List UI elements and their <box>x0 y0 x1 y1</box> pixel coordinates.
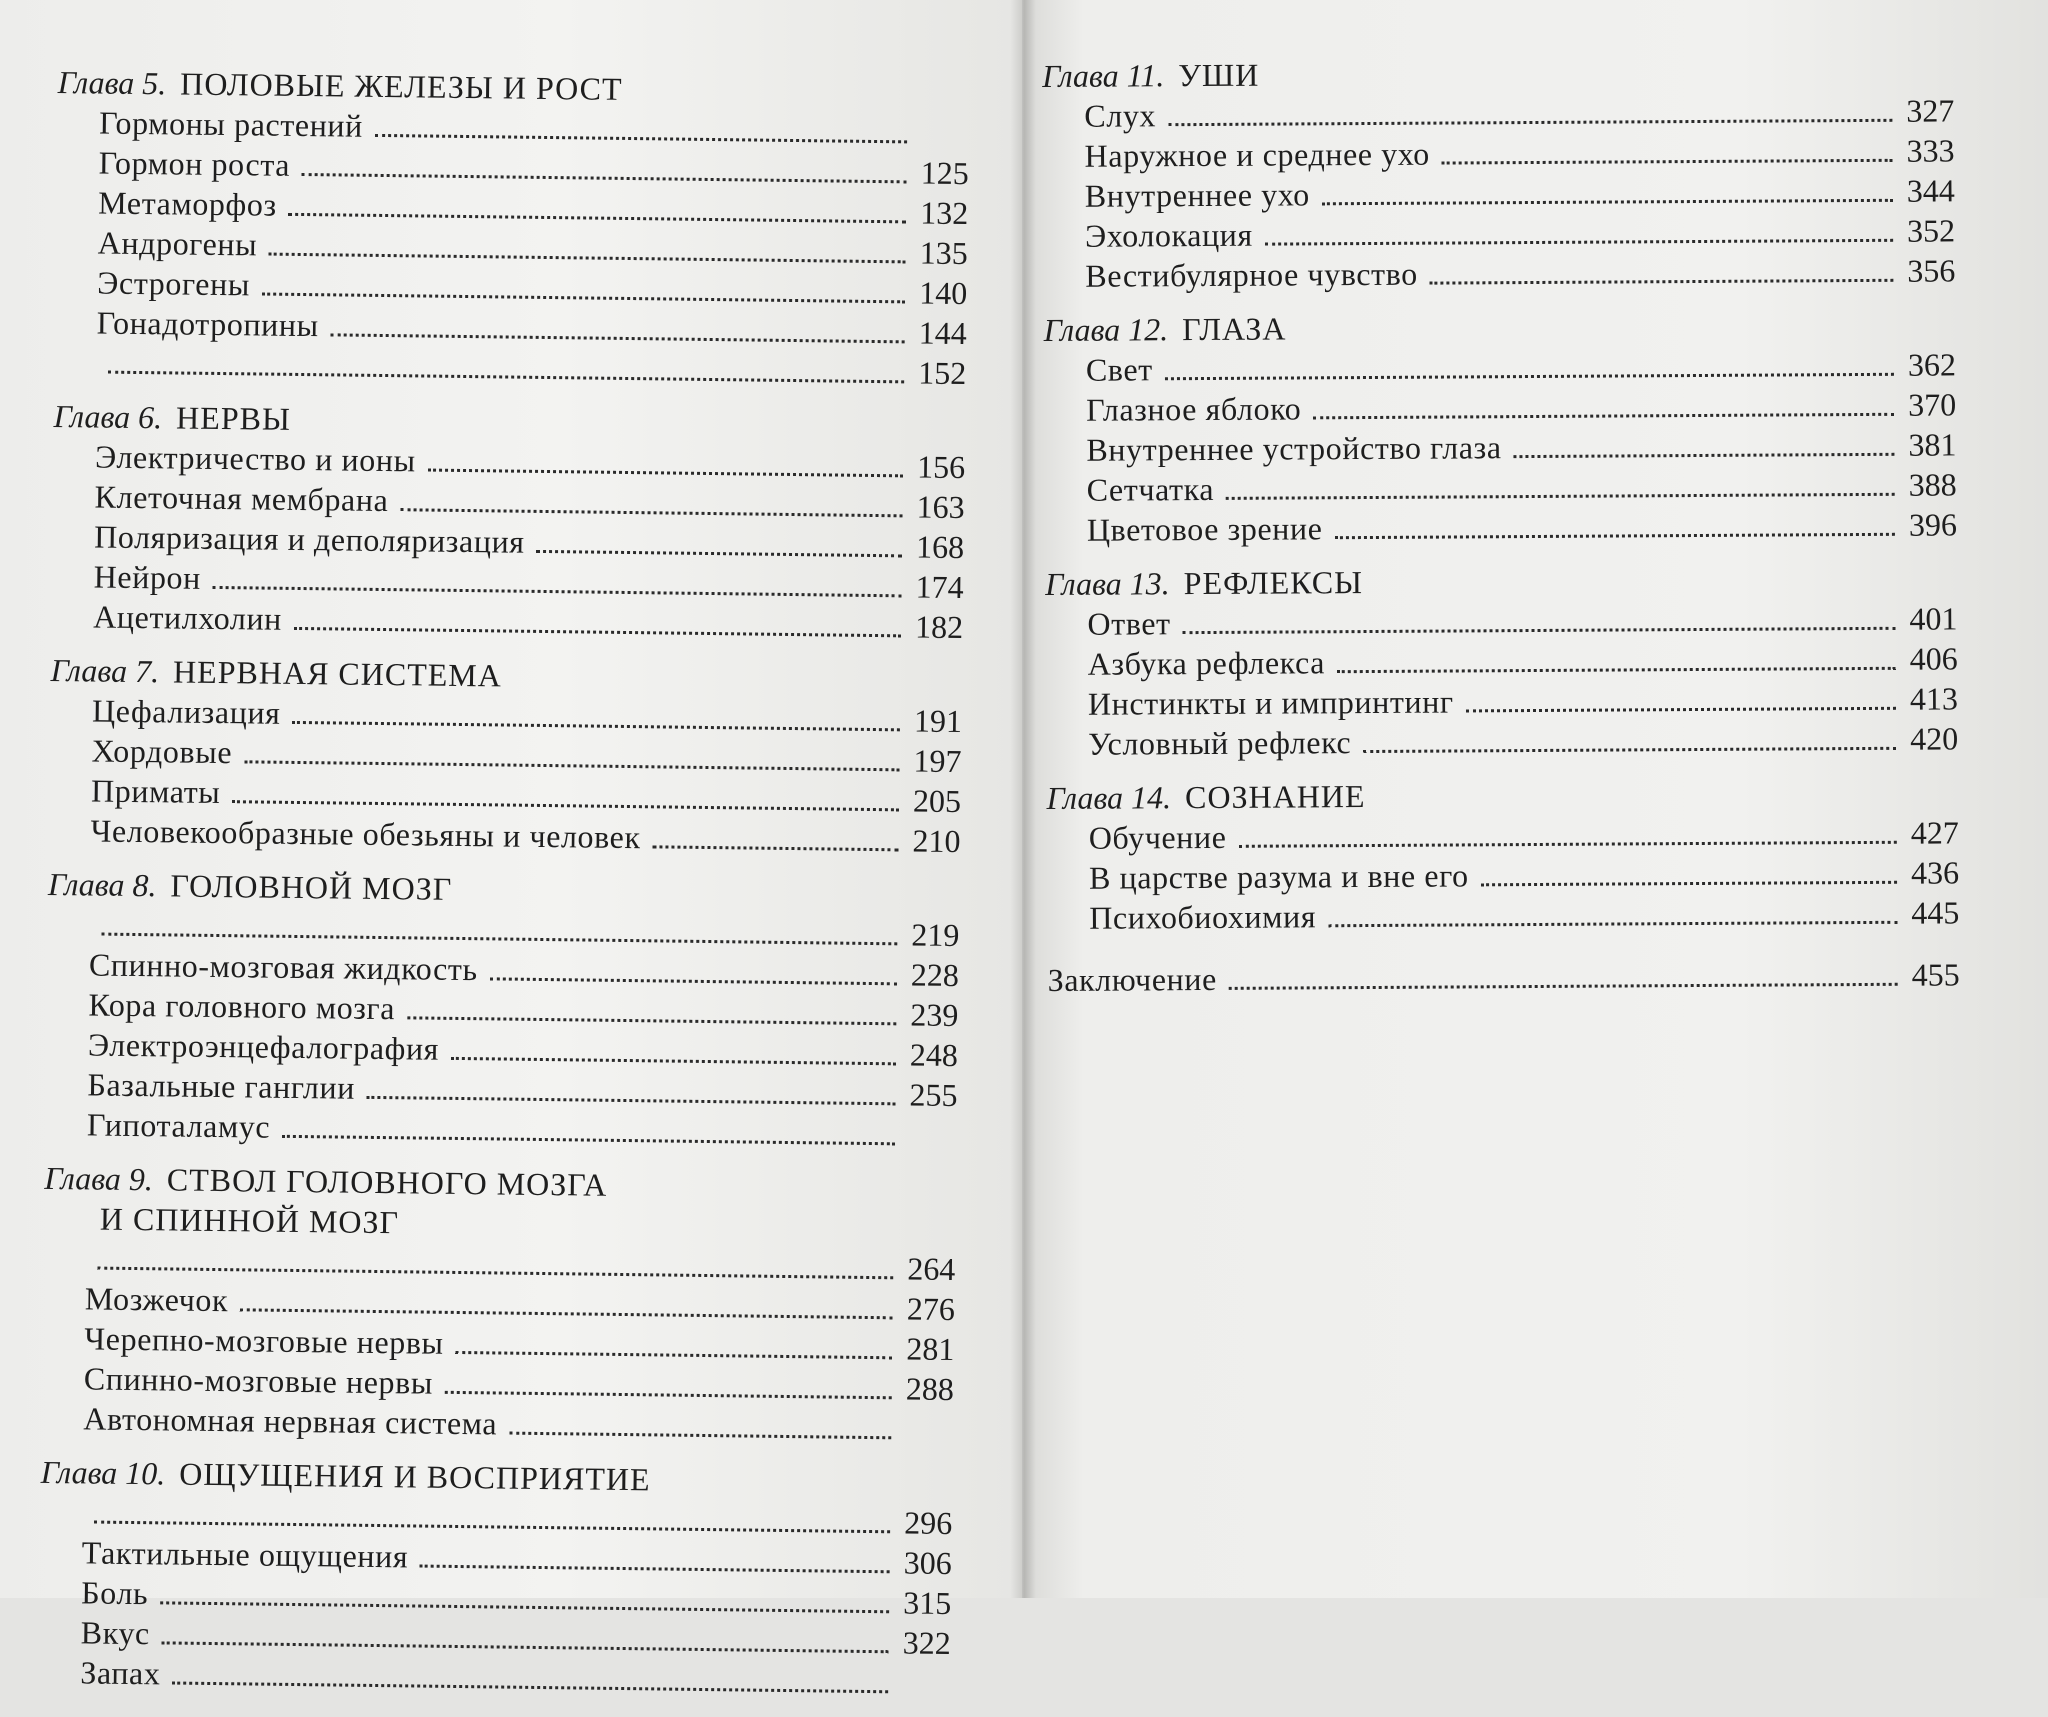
entry-page-number: 281 <box>906 1330 955 1368</box>
dot-leader <box>269 253 906 264</box>
entry-page-number: 174 <box>915 568 964 606</box>
entry-title: Цефализация <box>91 692 281 731</box>
chapter-entries <box>1047 812 1960 938</box>
chapter-title: ПОЛОВЫЕ ЖЕЛЕЗЫ И РОСТ <box>180 65 623 107</box>
chapter-title: СОЗНАНИЕ <box>1184 778 1366 816</box>
entry-title: Эхолокация <box>1084 216 1253 254</box>
chapter-entries <box>48 690 962 861</box>
entry-title: Вкус <box>80 1614 151 1652</box>
dot-leader <box>509 1432 891 1440</box>
entry-title: Автономная нервная система <box>83 1400 498 1442</box>
dot-leader <box>1322 199 1893 205</box>
entry-page-number: 352 <box>1906 212 1956 249</box>
toc-entry <box>1085 250 1955 295</box>
entry-title: Заключение <box>1047 960 1217 998</box>
entry-title: Психобиохимия <box>1089 898 1317 936</box>
entry-page-number: 388 <box>1908 466 1957 503</box>
dot-leader <box>1229 983 1898 990</box>
entry-page-number: 144 <box>918 314 967 352</box>
entry-page-number: 248 <box>909 1036 959 1074</box>
toc-entry <box>1086 384 1956 429</box>
entry-title: Приматы <box>90 772 221 811</box>
entry-title: Внутреннее ухо <box>1084 176 1310 214</box>
dot-leader <box>101 933 897 946</box>
dot-leader <box>97 1267 893 1280</box>
chapter-title: НЕРВЫ <box>175 399 292 437</box>
entry-page-number: 140 <box>919 274 968 312</box>
toc-entry <box>1089 892 1959 937</box>
dot-leader <box>536 550 902 557</box>
dot-leader <box>375 134 907 144</box>
toc-entry <box>1084 90 1954 135</box>
entry-title: Гипоталамус <box>86 1106 271 1145</box>
entry-title: Вестибулярное чувство <box>1085 255 1418 294</box>
toc-entry <box>1089 852 1959 897</box>
chapter-heading <box>1044 304 1956 350</box>
entry-title: Наружное и среднее ухо <box>1084 135 1430 174</box>
dot-leader <box>407 1016 896 1025</box>
entry-page-number: 315 <box>903 1584 952 1622</box>
chapter-entries <box>51 436 965 647</box>
chapter-block <box>38 1452 953 1703</box>
dot-leader <box>262 293 905 304</box>
toc-entry <box>1087 504 1957 549</box>
entry-title: Черепно-мозговые нервы <box>84 1320 444 1361</box>
entry-page-number: 436 <box>1910 854 1960 891</box>
toc-entry <box>1088 718 1958 763</box>
chapter-entries <box>1044 344 1957 550</box>
entry-title: В царстве разума и вне его <box>1088 857 1469 896</box>
dot-leader <box>213 586 902 597</box>
chapter-label: Глава 8. <box>47 865 157 904</box>
dot-leader <box>240 1308 893 1319</box>
entry-title: Базальные ганглии <box>87 1066 356 1106</box>
chapter-title: ГОЛОВНОЙ МОЗГ <box>170 867 453 907</box>
entry-page-number: 381 <box>1908 426 1957 463</box>
left-contents-list <box>38 62 970 1717</box>
entry-title: Условный рефлекс <box>1088 724 1352 762</box>
entry-page-number: 455 <box>1911 956 1960 993</box>
entry-title: Слух <box>1084 97 1157 134</box>
entry-page-number: 322 <box>902 1624 951 1662</box>
dot-leader <box>162 1641 889 1653</box>
toc-entry <box>1088 638 1958 683</box>
left-page <box>0 0 1022 1692</box>
toc-entry <box>1085 170 1955 215</box>
chapter-label: Глава 9. <box>44 1159 154 1198</box>
entry-title: Хордовые <box>91 732 233 771</box>
toc-entry <box>1087 598 1957 643</box>
dot-leader <box>420 1565 890 1574</box>
dot-leader <box>302 173 907 183</box>
chapter-label: Глава 13. <box>1045 565 1170 602</box>
dot-leader <box>445 1391 892 1399</box>
entry-page-number: 228 <box>910 956 960 994</box>
dot-leader <box>1466 707 1896 713</box>
entry-title: Сетчатка <box>1086 470 1215 508</box>
entry-title: Метаморфоз <box>98 184 277 223</box>
dot-leader <box>1165 373 1894 380</box>
dot-leader <box>160 1601 889 1613</box>
entry-title: Гонадотропины <box>96 304 319 344</box>
dot-leader <box>400 508 902 517</box>
toc-entry <box>1084 130 1954 175</box>
entry-page-number: 255 <box>909 1076 958 1114</box>
entry-page-number: 156 <box>916 448 966 486</box>
entry-page-number: 396 <box>1908 506 1957 543</box>
entry-title: Человекообразные обезьяны и человек <box>90 812 641 856</box>
chapter-entries <box>38 1492 952 1703</box>
entry-title: Тактильные ощущения <box>81 1534 409 1575</box>
entry-page-number: 152 <box>918 354 967 392</box>
dot-leader <box>367 1096 896 1105</box>
chapter-block <box>41 1158 956 1449</box>
dot-leader <box>232 800 899 811</box>
dot-leader <box>451 1057 896 1065</box>
entry-title: Ацетилхолин <box>93 598 283 637</box>
entry-page-number: 370 <box>1908 386 1957 423</box>
entry-title: Кора головного мозга <box>88 986 396 1027</box>
toc-entry <box>1086 424 1956 469</box>
entry-page-number: 132 <box>920 194 969 232</box>
chapter-block <box>48 650 962 861</box>
entry-title: Мозжечок <box>84 1280 229 1319</box>
entry-page-number: 362 <box>1907 346 1957 383</box>
entry-page-number: 125 <box>920 154 969 192</box>
dot-leader <box>490 977 897 985</box>
chapter-label: Глава 10. <box>40 1453 166 1492</box>
dot-leader <box>1363 747 1896 753</box>
entry-title: Обучение <box>1088 818 1227 856</box>
dot-leader <box>331 333 905 343</box>
chapter-entries <box>45 904 960 1155</box>
entry-page-number: 197 <box>913 742 962 780</box>
chapter-heading <box>1045 558 1957 604</box>
entry-page-number: 168 <box>915 528 965 566</box>
dot-leader <box>1239 841 1897 848</box>
entry-title: Андрогены <box>97 224 258 263</box>
entry-title: Нейрон <box>93 558 202 596</box>
chapter-title: НЕРВНАЯ СИСТЕМА <box>172 653 503 694</box>
entry-page-number: 401 <box>1909 600 1958 637</box>
dot-leader <box>653 845 899 851</box>
chapter-block <box>1045 558 1958 764</box>
entry-title: Спинно-мозговые нервы <box>83 1360 434 1401</box>
entry-page-number: 306 <box>903 1544 952 1582</box>
entry-page-number: 191 <box>913 702 963 740</box>
entry-page-number: 445 <box>1911 894 1960 931</box>
entry-page-number: 406 <box>1909 640 1958 677</box>
chapter-title: СТВОЛ ГОЛОВНОГО МОЗГА <box>166 1161 608 1203</box>
dot-leader <box>294 627 901 637</box>
entry-page-number: 413 <box>1909 680 1959 717</box>
entry-page-number: 333 <box>1906 132 1955 169</box>
entry-title: Спинно-мозговая жидкость <box>88 946 478 988</box>
dot-leader <box>282 1135 895 1145</box>
entry-page-number: 356 <box>1907 252 1956 289</box>
dot-leader <box>456 1351 893 1359</box>
dot-leader <box>1442 159 1893 165</box>
entry-page-number: 276 <box>906 1290 956 1328</box>
dot-leader <box>1481 881 1897 887</box>
dot-leader <box>1328 921 1897 927</box>
dot-leader <box>1313 413 1894 420</box>
entry-page-number <box>901 1145 957 1146</box>
entry-page-number: 288 <box>905 1370 955 1408</box>
entry-page-number: 135 <box>919 234 968 272</box>
entry-title: Азбука рефлекса <box>1087 644 1326 682</box>
chapter-label: Глава 11. <box>1042 57 1165 94</box>
dot-leader <box>289 213 907 224</box>
dot-leader <box>1265 239 1893 246</box>
dot-leader <box>1430 279 1894 285</box>
chapter-title: ГЛАЗА <box>1182 310 1287 348</box>
entry-page-number <box>894 1693 950 1694</box>
entry-page-number: 163 <box>916 488 965 526</box>
dot-leader <box>108 371 904 384</box>
entry-page-number: 239 <box>910 996 959 1034</box>
entry-title: Электричество и ионы <box>94 438 416 479</box>
chapter-title: УШИ <box>1178 56 1260 94</box>
entry-title: Свет <box>1085 351 1153 388</box>
entry-title: Эстрогены <box>97 264 251 303</box>
entry-title: Запах <box>80 1654 161 1692</box>
chapter-entries <box>41 1238 955 1449</box>
entry-page-number: 296 <box>904 1504 953 1542</box>
chapter-title: ОЩУЩЕНИЯ И ВОСПРИЯТИЕ <box>179 1455 651 1498</box>
entry-page-number: 219 <box>911 916 960 954</box>
dot-leader <box>244 760 899 771</box>
entry-page-number: 327 <box>1906 92 1955 129</box>
entry-title: Гормоны растений <box>99 104 364 144</box>
chapter-entries <box>1042 90 1955 296</box>
entry-title: Боль <box>81 1574 149 1612</box>
entry-title: Глазное яблоко <box>1086 390 1302 428</box>
entry-page-number: 205 <box>912 782 962 820</box>
chapter-label: Глава 5. <box>57 63 167 102</box>
dot-leader <box>1335 533 1895 539</box>
chapter-block <box>45 864 960 1155</box>
entry-page-number: 344 <box>1906 172 1955 209</box>
chapter-block <box>1044 304 1957 550</box>
dot-leader <box>1183 627 1896 634</box>
chapter-label: Глава 12. <box>1043 311 1169 348</box>
book-gutter <box>1010 0 1036 1598</box>
conclusion-entry <box>1048 954 1960 1000</box>
entry-page-number: 420 <box>1910 720 1959 757</box>
entry-page-number: 427 <box>1910 814 1959 851</box>
dot-leader <box>1226 493 1895 500</box>
dot-leader <box>428 469 903 478</box>
chapter-entries <box>1045 598 1958 764</box>
entry-title: Цветовое зрение <box>1086 510 1323 548</box>
chapter-label: Глава 14. <box>1046 779 1172 816</box>
entry-title: Электроэнцефалография <box>87 1026 440 1067</box>
entry-page-number <box>897 1439 953 1440</box>
dot-leader <box>172 1682 888 1694</box>
chapter-block <box>54 62 970 393</box>
entry-title: Инстинкты и импринтинг <box>1087 683 1454 722</box>
toc-entry <box>1085 210 1955 255</box>
dot-leader <box>292 721 900 731</box>
dot-leader <box>1514 453 1895 458</box>
toc-entry <box>1086 344 1956 389</box>
right-contents-list <box>1042 50 1960 1000</box>
entry-page-number: 182 <box>914 608 964 646</box>
chapter-block <box>1046 772 1959 938</box>
chapter-label: Глава 6. <box>53 397 163 436</box>
entry-title: Поляризация и деполяризация <box>93 518 525 560</box>
chapter-block <box>1042 50 1955 296</box>
entry-title: Ответ <box>1087 605 1171 642</box>
entry-page-number <box>913 143 969 144</box>
chapter-label: Глава 7. <box>50 651 160 690</box>
dot-leader <box>1337 667 1896 673</box>
entry-page-number: 264 <box>907 1250 956 1288</box>
chapter-title-continued: И СПИННОЙ МОЗГ <box>99 1200 400 1241</box>
toc-entry <box>1087 464 1957 509</box>
toc-entry <box>1088 678 1958 723</box>
entry-page-number: 210 <box>912 822 961 860</box>
chapter-heading <box>1046 772 1958 818</box>
chapter-block <box>51 396 966 647</box>
chapter-entries <box>54 102 969 393</box>
dot-leader <box>94 1521 890 1534</box>
chapter-heading <box>1042 50 1954 96</box>
toc-entry <box>1089 812 1959 857</box>
entry-title: Внутреннее устройство глаза <box>1086 429 1502 468</box>
chapter-title: РЕФЛЕКСЫ <box>1183 564 1364 602</box>
dot-leader <box>1168 119 1892 126</box>
entry-title: Гормон роста <box>98 144 291 183</box>
entry-title: Клеточная мембрана <box>94 478 389 519</box>
